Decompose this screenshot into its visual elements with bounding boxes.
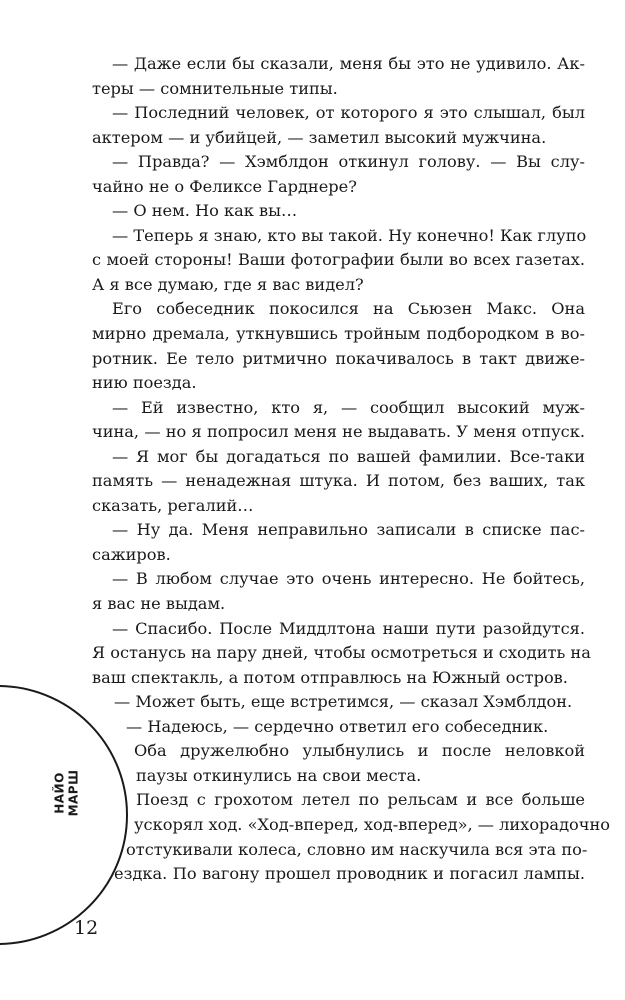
author-name-label	[37, 758, 95, 828]
text-line: Его собеседник покосился на Сьюзен Макс. Она	[112, 299, 585, 319]
text-line: ваш спектакль, а потом отправлюсь на Южный остров.	[92, 667, 568, 687]
text-line: теры — сомнительные типы.	[92, 78, 338, 98]
text-line: — Правда? — Хэмблдон откинул голову. — Вы слу-	[112, 152, 585, 172]
text-line: — Последний человек, от которого я это слышал, был	[112, 103, 585, 123]
text-line: актером — и убийцей, — заметил высокий мужчина.	[92, 127, 547, 147]
body-text	[92, 52, 611, 887]
text-line: Поезд с грохотом летел по рельсам и все больше	[136, 790, 585, 810]
text-line: — Теперь я знаю, кто вы такой. Ну конечно! Как глупо	[112, 225, 587, 245]
text-line: отстукивали колеса, словно им наскучила вся эта по-	[126, 839, 588, 859]
text-line: А я все думаю, где я вас видел?	[92, 274, 364, 294]
text-line: — Я мог бы догадаться по вашей фамилии. Все-таки	[112, 446, 585, 466]
text-line: — В любом случае это очень интересно. Не бойтесь,	[112, 569, 585, 589]
text-line: с моей стороны! Ваши фотографии были во всех газетах.	[92, 250, 585, 270]
text-line: сказать, регалий…	[92, 495, 254, 515]
text-line: Я останусь на пару дней, чтобы осмотреться и сходить на	[92, 643, 591, 663]
text-line: ротник. Ее тело ритмично покачивалось в такт движе-	[92, 348, 585, 368]
text-line: мирно дремала, уткнувшись тройным подбородком в во-	[92, 324, 585, 344]
page-number: 12	[74, 917, 99, 939]
text-line: — О нем. Но как вы…	[112, 201, 298, 221]
text-line: Оба дружелюбно улыбнулись и после неловкой	[134, 741, 585, 761]
text-line: — Надеюсь, — сердечно ответил его собеседник.	[126, 716, 549, 736]
text-line: ускорял ход. «Ход-вперед, ход-вперед», — лихорадочно	[134, 814, 611, 834]
text-line: ездка. По вагону прошел проводник и погасил лампы.	[114, 864, 585, 884]
author-first-name: НАЙО	[51, 772, 66, 814]
text-line: — Ну да. Меня неправильно записали в списке пас-	[112, 520, 585, 540]
text-line: — Спасибо. После Миддлтона наши пути разойдутся.	[112, 618, 585, 638]
text-line: чина, — но я попросил меня не выдавать. У меня отпуск.	[92, 422, 585, 442]
text-line: — Даже если бы сказали, меня бы это не удивило. Ак-	[112, 54, 585, 73]
text-line: память — ненадежная штука. И потом, без ваших, так	[92, 471, 585, 491]
text-line: — Ей известно, кто я, — сообщил высокий муж-	[112, 397, 585, 417]
author-last-name: МАРШ	[65, 769, 80, 817]
text-line: паузы откинулись на свои места.	[136, 765, 422, 785]
text-line: — Может быть, еще встретимся, — сказал Хэмблдон.	[114, 692, 573, 712]
text-line: нию поезда.	[92, 373, 197, 393]
text-line: сажиров.	[92, 544, 171, 564]
text-line: чайно не о Феликсе Гарднере?	[92, 176, 357, 196]
text-line: я вас не выдам.	[92, 594, 226, 614]
